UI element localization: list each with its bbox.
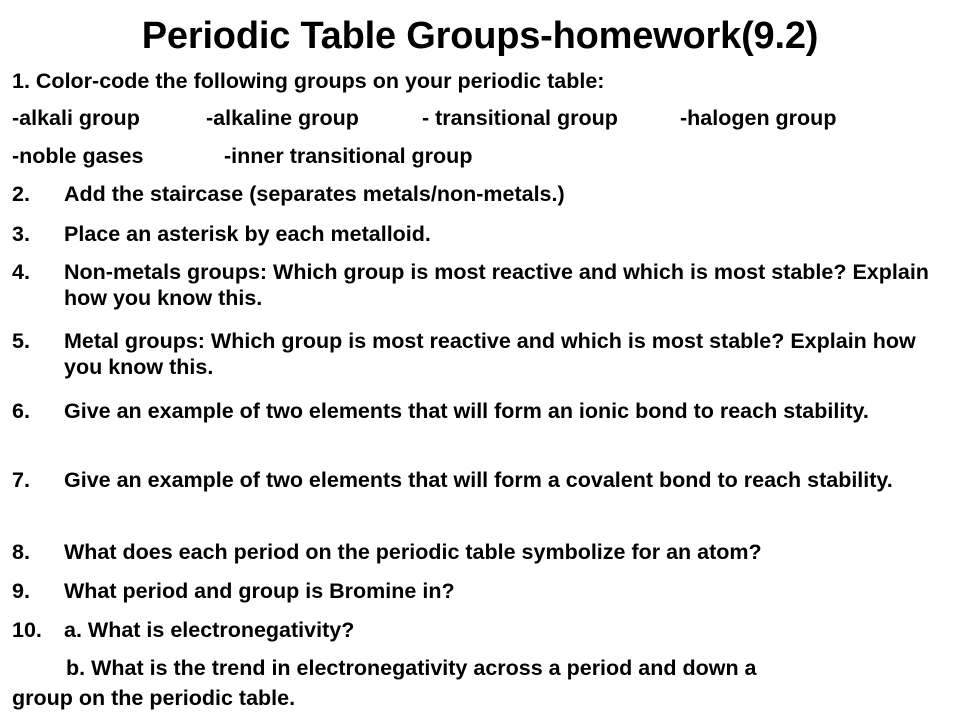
groups-row-2 [12, 143, 472, 169]
groups-row-1 [12, 105, 836, 131]
group-noble: -noble gases [12, 144, 144, 168]
item-10b-line-1: b. What is the trend in electronegativity across a period and down a [66, 656, 757, 680]
intro-instruction: 1. Color-code the following groups on your periodic table: [12, 69, 605, 93]
list-item-text: Give an example of two elements that will form an ionic bond to reach stability. [64, 399, 869, 423]
list-item [12, 617, 956, 643]
list-item-number: 4. [12, 260, 30, 284]
group-alkali: -alkali group [12, 106, 140, 130]
list-item-text: Place an asterisk by each metalloid. [64, 222, 431, 246]
list-item-number: 8. [12, 540, 30, 564]
list-item [12, 578, 956, 604]
list-item-text: Metal groups: Which group is most reactive and which is most stable? Explain how you know this. [64, 329, 916, 379]
list-item-number: 2. [12, 182, 30, 206]
list-item-text: Give an example of two elements that will form a covalent bond to reach stability. [64, 468, 893, 492]
list-item-text: What does each period on the periodic table symbolize for an atom? [64, 540, 762, 564]
list-item [12, 328, 956, 380]
list-item-number: 3. [12, 222, 30, 246]
group-transitional: - transitional group [422, 106, 618, 130]
list-item-number: 10. [12, 618, 42, 642]
list-item-number: 5. [12, 329, 30, 353]
list-item [12, 181, 956, 207]
list-item [12, 221, 956, 247]
list-item-text: a. What is electronegativity? [64, 618, 355, 642]
list-item-text: Non-metals groups: Which group is most reactive and which is most stable? Explain how you know this. [64, 260, 929, 310]
group-alkaline: -alkaline group [206, 106, 359, 130]
list-item [12, 259, 956, 311]
list-item [12, 467, 956, 493]
list-item-text: What period and group is Bromine in? [64, 579, 455, 603]
list-item-text: Add the staircase (separates metals/non-metals.) [64, 182, 565, 206]
list-item [12, 398, 956, 424]
group-halogen: -halogen group [680, 106, 837, 130]
item-10b-line-2: group on the periodic table. [12, 686, 296, 710]
list-item-number: 6. [12, 399, 30, 423]
page-title: Periodic Table Groups-homework(9.2) [141, 15, 819, 57]
list-item [12, 539, 956, 565]
group-inner-transitional: -inner transitional group [224, 144, 473, 168]
list-item-number: 9. [12, 579, 30, 603]
list-item-number: 7. [12, 468, 30, 492]
